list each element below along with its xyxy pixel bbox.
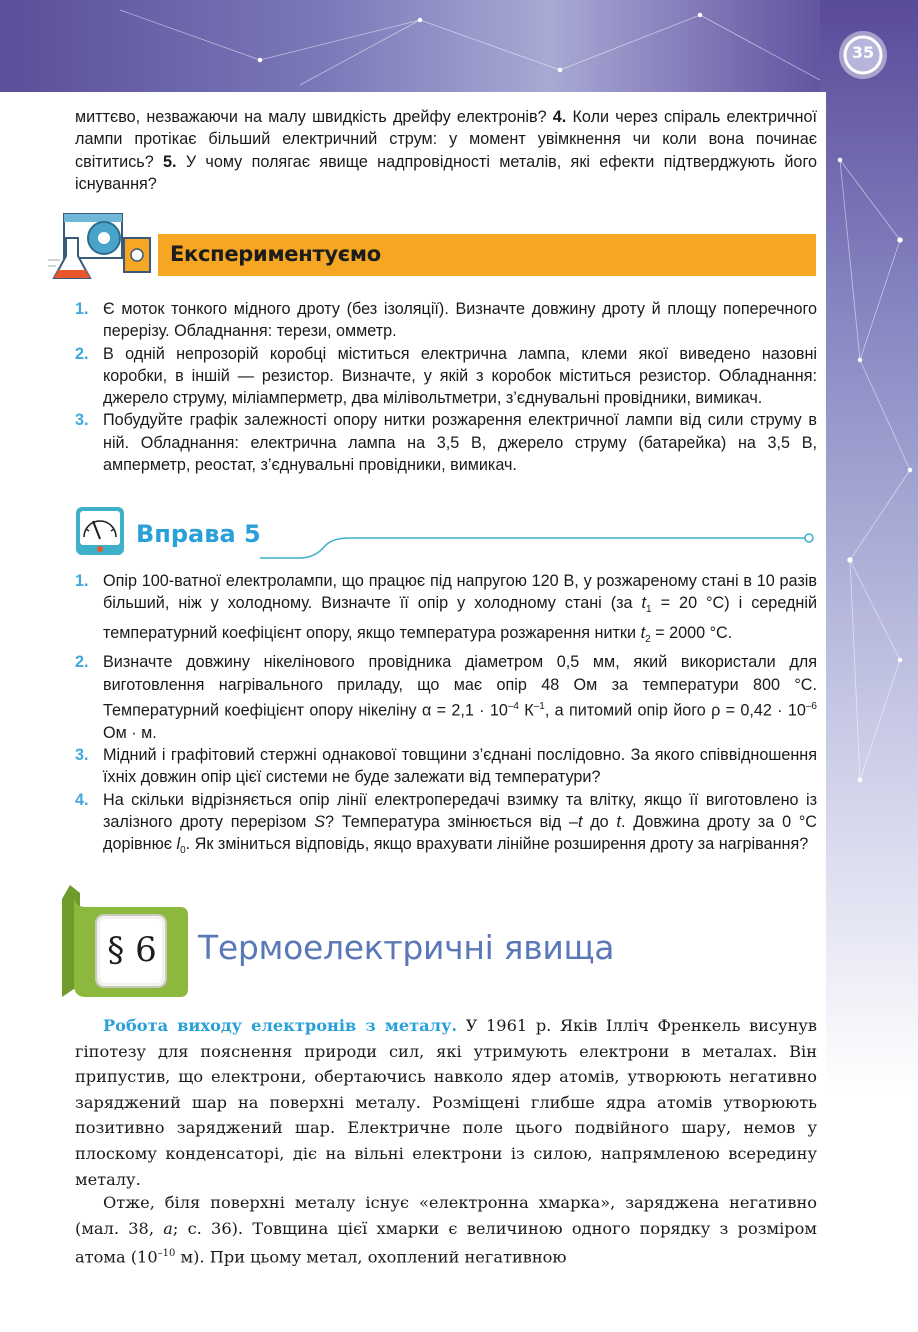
item-text: На скільки відрізняється опір лінії електропередачі взимку та влітку, якщо її виготовлено із залізного дроту перерізом S? Температура змінюється від –t до t. Довжина дроту за 0 °С дорівнює $l_0$. Як зміниться відповідь, якщо врахувати лінійне розширення дроту за нагрівання? bbox=[103, 790, 817, 857]
item-text: Опір 100-ватної електролампи, що працює під напругою 120 В, у розжареному стані в 10 разів більший, ніж у холодному. Визначте її опір у холодному стані (за $t_1 = 20$ °С) і середній температурний коефіцієнт опору, якщо температура розжарення нитки $t_2 = 2000$ °С. bbox=[103, 572, 817, 646]
list-item bbox=[75, 744, 817, 789]
item-number: 4. bbox=[75, 790, 89, 809]
question-number: 4. bbox=[552, 108, 567, 126]
exercise-list bbox=[75, 570, 817, 863]
item-number: 3. bbox=[75, 411, 89, 430]
item-text: Є моток тонкого мідного дроту (без ізоляції). Визначте довжину дроту й площу поперечного перерізу. Обладнання: терези, омметр. bbox=[103, 300, 817, 341]
item-number: 1. bbox=[75, 572, 89, 590]
item-number: 1. bbox=[75, 300, 89, 318]
question-text: миттєво, незважаючи на малу швидкість дрейфу електронів? bbox=[75, 108, 553, 126]
list-item bbox=[75, 651, 817, 744]
page-number: 35 bbox=[851, 43, 875, 62]
section-title: Термоелектричні явища bbox=[198, 928, 615, 967]
experiment-title: Експериментуємо bbox=[170, 242, 381, 266]
item-number: 3. bbox=[75, 745, 89, 764]
item-text: Мідний і графітовий стержні однакової товщини з’єднані послідовно. За якого співвідношення їхніх довжин опір цієї системи не буде залежати від температури? bbox=[103, 745, 817, 787]
list-item bbox=[75, 789, 817, 863]
item-number: 2. bbox=[75, 653, 89, 672]
list-item bbox=[75, 298, 817, 343]
exercise-title: Вправа 5 bbox=[136, 520, 261, 548]
question-text: У чому полягає явище надпровідності металів, які ефекти підтверджують його існування? bbox=[75, 152, 817, 193]
question-text: Коли через спіраль електричної лампи протікає більший електричний струм: у момент увімкнення чи коли вона починає світитись? bbox=[75, 108, 817, 171]
item-text: Визначте довжину нікелінового провідника діаметром 0,5 мм, який використали для виготовлення нагрівального приладу, що має опір 48 Ом за температури 800 °С. Температурний коефіцієнт опору нікеліну $\alpha = 2,1 \cdot 10^{-4}$ $К^{-1}$, а питомий опір його $\rho = 0,42 \cdot 10^{-6}$ Ом · м. bbox=[103, 653, 817, 742]
paragraph-text: У 1961 р. Яків Ілліч Френкель висунув гіпотезу для пояснення природи сил, які утримують електрони в металах. Він припустив, що електрони, обертаючись навколо ядер атомів, утворюють негативно заряджений шар на поверхні металу. Розміщені глибше ядра атомів утворюють позитивно заряджений шар. Електричне поле цього подвійного шару, немов у плоскому конденсаторі, діє на вільні електрони із силою, напрямленою всередину металу. bbox=[75, 1016, 817, 1189]
body-paragraph: Отже, біля поверхні металу існує «електронна хмарка», заряджена негативно (мал. 38, а; с. 36). Товщина цієї хмарки є величиною одного порядку з розміром атома ($10^{-10}$ м). При цьому метал, охоплений негативною bbox=[75, 1193, 817, 1267]
gauge-icon bbox=[74, 505, 126, 557]
experiment-list bbox=[75, 298, 817, 476]
list-item bbox=[75, 570, 817, 651]
list-item bbox=[75, 343, 817, 410]
item-number: 2. bbox=[75, 344, 89, 363]
body-paragraph bbox=[75, 1013, 817, 1192]
item-text: Побудуйте графік залежності опору нитки розжарення електричної лампи від сили струму в ній. Обладнання: електрична лампа на 3,5 В, джерело струму (батарейка) на 3,5 В, амперметр, реостат, з’єднувальні провідники, вимикач. bbox=[103, 411, 817, 475]
list-item bbox=[75, 409, 817, 476]
paragraph-lead: Робота виходу електронів з металу. bbox=[103, 1016, 458, 1035]
item-text: В одній непрозорій коробці міститься електрична лампа, клеми якої виведено назовні коробки, в іншій — резистор. Визначте, у якій з коробок міститься резистор. Обладнання: джерело струму, міліамперметр, два мілівольтметри, з’єднувальні провідники, вимикач. bbox=[103, 344, 817, 408]
flask-icon bbox=[44, 208, 156, 286]
exercise-header-line bbox=[260, 530, 820, 560]
page-number-badge bbox=[838, 30, 888, 80]
questions-paragraph bbox=[75, 106, 817, 195]
section-number: § 6 bbox=[107, 930, 157, 970]
question-number: 5. bbox=[163, 152, 177, 171]
